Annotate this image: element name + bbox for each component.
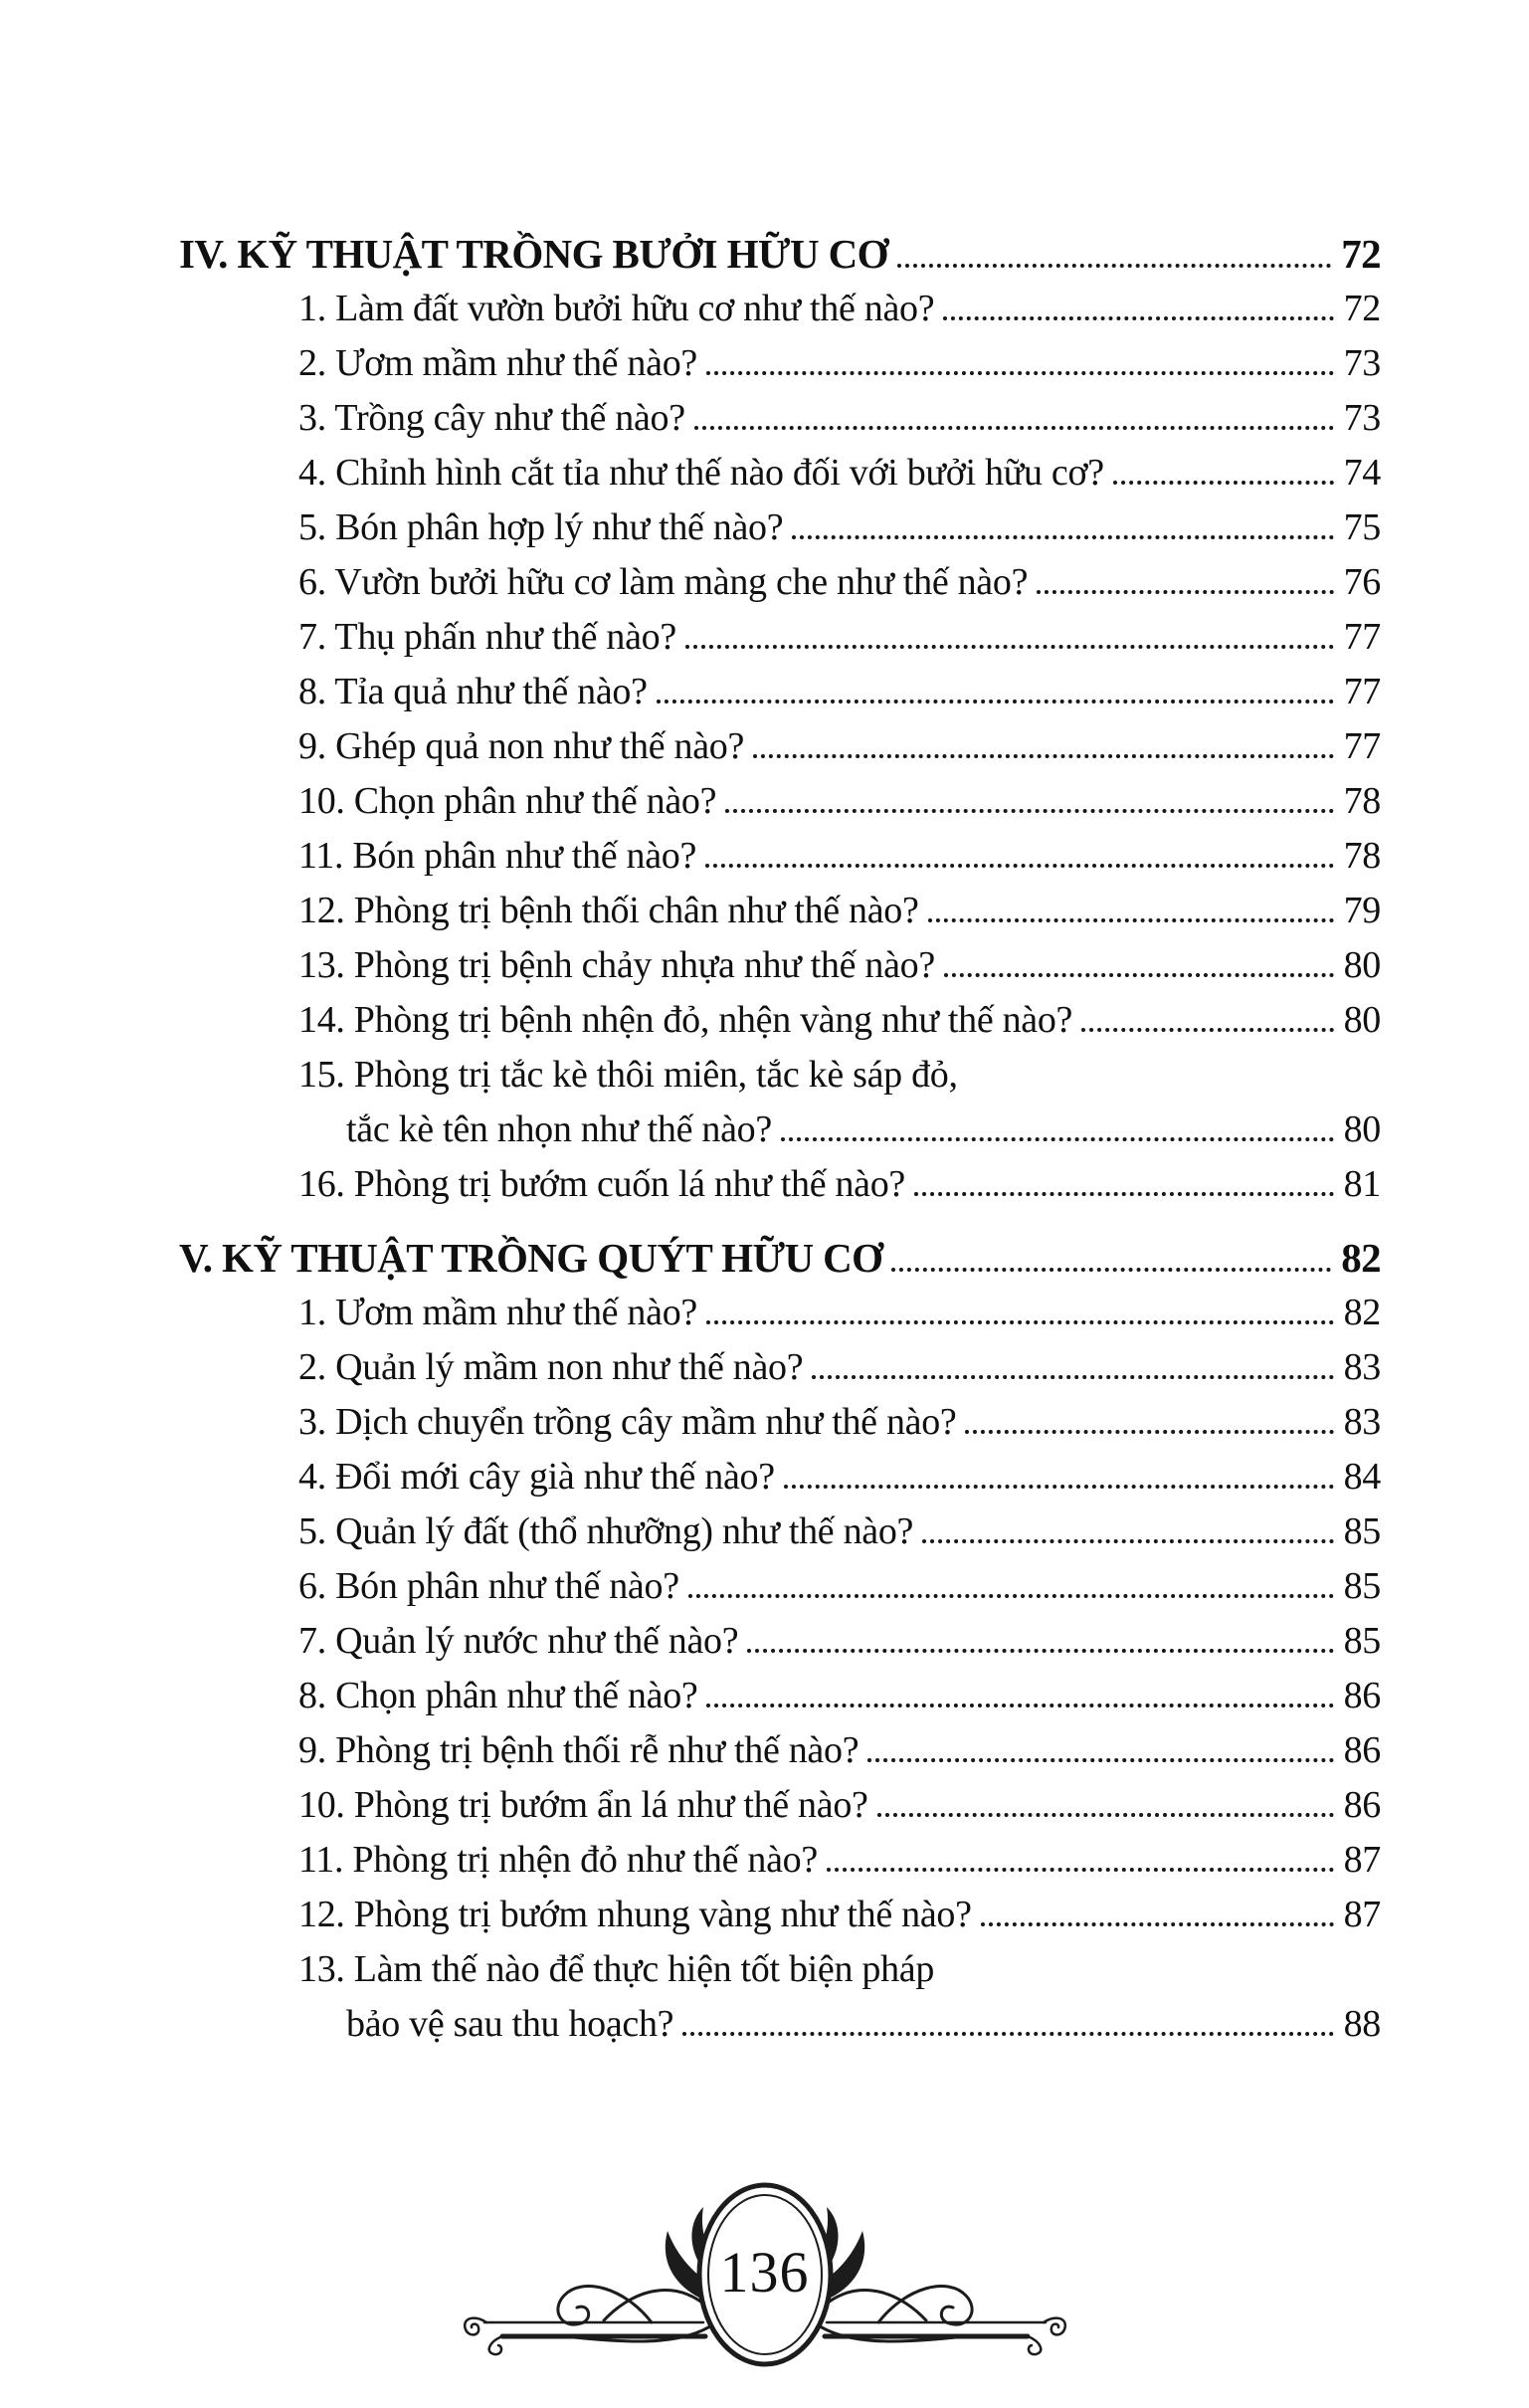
- leader-dots: [685, 645, 1334, 649]
- toc-section-v: [179, 1231, 1381, 2052]
- toc-entry: [179, 391, 1381, 446]
- toc-entry-text: 11. Phòng trị nhện đỏ như thế nào?: [298, 1839, 818, 1881]
- toc-entry-text: 9. Phòng trị bệnh thối rễ như thế nào?: [298, 1729, 860, 1771]
- toc-entry: [179, 1450, 1381, 1505]
- toc-entry-text: 13. Làm thế nào để thực hiện tốt biện pháp: [298, 1948, 935, 1990]
- leader-dots: [1113, 481, 1334, 485]
- toc-entry: [179, 1833, 1381, 1888]
- toc-entry: [179, 1614, 1381, 1669]
- toc-entry-page-number: 80: [1343, 944, 1381, 986]
- leader-dots: [682, 2032, 1333, 2036]
- toc-section-header: [179, 1231, 1381, 1286]
- leader-dots: [943, 316, 1333, 320]
- toc-entry: [179, 1669, 1381, 1723]
- toc-entry-text: 2. Ươm mầm như thế nào?: [298, 342, 697, 384]
- toc-entry-page-number: 77: [1343, 616, 1381, 658]
- leader-dots: [897, 264, 1331, 268]
- toc-entry-text: 2. Quản lý mầm non như thế nào?: [298, 1346, 804, 1388]
- toc-entry-page-number: 80: [1343, 1108, 1381, 1150]
- toc-entry-text: 8. Chọn phân như thế nào?: [298, 1675, 698, 1716]
- toc-entry: [179, 282, 1381, 336]
- toc-entry-text: 3. Trồng cây như thế nào?: [298, 397, 685, 439]
- toc-entry-text: 7. Thụ phấn như thế nào?: [298, 616, 676, 658]
- toc-entry-page-number: 76: [1343, 561, 1381, 603]
- leader-dots: [706, 371, 1334, 375]
- toc-entry: [179, 1157, 1381, 1212]
- toc-entry-text: 9. Ghép quả non như thế nào?: [298, 725, 745, 767]
- leader-dots: [965, 1430, 1333, 1434]
- leader-dots: [781, 1137, 1334, 1141]
- footer-page-number: 136: [719, 2239, 810, 2305]
- toc-section-title: V. KỸ THUẬT TRỒNG QUÝT HỮU CƠ: [179, 1235, 883, 1281]
- toc-entry-text: tắc kè tên nhọn như thế nào?: [346, 1108, 772, 1150]
- toc-entry-text: 5. Bón phân hợp lý như thế nào?: [298, 506, 784, 548]
- toc-entry: [179, 1559, 1381, 1614]
- leader-dots: [705, 864, 1334, 868]
- toc-entry-page-number: 75: [1343, 506, 1381, 548]
- toc-entry-page-number: 79: [1343, 890, 1381, 931]
- leader-dots: [914, 1192, 1334, 1196]
- toc-entry: [179, 1888, 1381, 1942]
- toc-entry: [179, 1778, 1381, 1833]
- leader-dots: [1037, 590, 1333, 594]
- toc-entry-text: 7. Quản lý nước như thế nào?: [298, 1620, 739, 1662]
- toc-entry-text: 6. Vườn bưởi hữu cơ làm màng che như thế nào?: [298, 561, 1029, 603]
- leader-dots: [922, 1539, 1333, 1543]
- toc-entry-wrapped-first-line: [179, 1942, 1381, 1997]
- leader-dots: [812, 1375, 1333, 1379]
- toc-section-iv: [179, 227, 1381, 1212]
- toc-entry: [179, 829, 1381, 884]
- toc-entry-page-number: 83: [1343, 1401, 1381, 1443]
- toc-entry-page-number: 88: [1343, 2003, 1381, 2045]
- toc-entry-text: 12. Phòng trị bệnh thối chân như thế nào?: [298, 890, 919, 931]
- toc-entry: [179, 884, 1381, 938]
- toc-entry-text: 10. Phòng trị bướm ẩn lá như thế nào?: [298, 1784, 868, 1826]
- toc-entry-text: 5. Quản lý đất (thổ nhưỡng) như thế nào?: [298, 1510, 914, 1552]
- toc-entry: [179, 610, 1381, 665]
- toc-entry-page-number: 73: [1343, 342, 1381, 384]
- toc-entry: [179, 1286, 1381, 1340]
- leader-dots: [891, 1268, 1331, 1272]
- leader-dots: [1081, 1028, 1333, 1032]
- leader-dots: [753, 754, 1334, 758]
- toc-entry-text: 4. Đổi mới cây già như thế nào?: [298, 1456, 775, 1498]
- toc-entry: [179, 1395, 1381, 1450]
- leader-dots: [877, 1813, 1334, 1817]
- table-of-contents: [179, 227, 1381, 2052]
- toc-entry-page-number: 80: [1343, 999, 1381, 1041]
- toc-entry-text: 1. Ươm mầm như thế nào?: [298, 1292, 697, 1333]
- toc-entry: [179, 993, 1381, 1048]
- toc-entry-page-number: 85: [1343, 1620, 1381, 1662]
- leader-dots: [688, 1594, 1334, 1598]
- toc-entry-page-number: 72: [1343, 288, 1381, 329]
- toc-entry-text: 14. Phòng trị bệnh nhện đỏ, nhện vàng như thế nào?: [298, 999, 1073, 1041]
- toc-entry: [179, 1340, 1381, 1395]
- leader-dots: [747, 1649, 1333, 1653]
- leader-dots: [928, 918, 1334, 922]
- leader-dots: [784, 1485, 1334, 1489]
- toc-entry-page-number: 83: [1343, 1346, 1381, 1388]
- leader-dots: [944, 973, 1334, 977]
- toc-entry: [179, 1505, 1381, 1559]
- leader-dots: [867, 1758, 1333, 1762]
- leader-dots: [981, 1922, 1334, 1926]
- toc-entry-page-number: 85: [1343, 1565, 1381, 1607]
- toc-entry: [179, 774, 1381, 829]
- toc-entry-text: 3. Dịch chuyển trồng cây mầm như thế nào?: [298, 1401, 957, 1443]
- toc-entry: [179, 1723, 1381, 1778]
- toc-entry-page-number: 78: [1343, 780, 1381, 822]
- toc-entry-page-number: 73: [1343, 397, 1381, 439]
- toc-section-page-number: 82: [1341, 1235, 1381, 1281]
- toc-entry-page-number: 86: [1343, 1729, 1381, 1771]
- toc-entry: [179, 938, 1381, 993]
- toc-entry: [179, 719, 1381, 774]
- toc-entry-page-number: 82: [1343, 1292, 1381, 1333]
- toc-entry-text: bảo vệ sau thu hoạch?: [346, 2003, 674, 2045]
- toc-entry-page-number: 84: [1343, 1456, 1381, 1498]
- toc-section-header: [179, 227, 1381, 282]
- toc-entry-text: 15. Phòng trị tắc kè thôi miên, tắc kè sáp đỏ,: [298, 1054, 958, 1096]
- toc-entry-page-number: 78: [1343, 835, 1381, 877]
- toc-entry-continuation: [179, 1997, 1381, 2052]
- leader-dots: [706, 1704, 1333, 1707]
- toc-section-page-number: 72: [1341, 231, 1381, 277]
- toc-entry: [179, 446, 1381, 501]
- toc-entry-wrapped-first-line: [179, 1048, 1381, 1103]
- leader-dots: [792, 535, 1333, 539]
- toc-entry-page-number: 85: [1343, 1510, 1381, 1552]
- toc-entry: [179, 336, 1381, 391]
- leader-dots: [827, 1868, 1334, 1872]
- toc-entry-text: 12. Phòng trị bướm nhung vàng như thế nào?: [298, 1894, 972, 1935]
- toc-entry-text: 8. Tỉa quả như thế nào?: [298, 671, 648, 712]
- toc-entry-page-number: 86: [1343, 1784, 1381, 1826]
- toc-entry-continuation: [179, 1103, 1381, 1157]
- leader-dots: [706, 1320, 1334, 1324]
- toc-entry-text: 4. Chỉnh hình cắt tỉa như thế nào đối với bưởi hữu cơ?: [298, 452, 1104, 494]
- toc-entry-text: 11. Bón phân như thế nào?: [298, 835, 697, 877]
- leader-dots: [725, 809, 1333, 813]
- toc-entry-page-number: 86: [1343, 1675, 1381, 1716]
- toc-entry-page-number: 77: [1343, 725, 1381, 767]
- toc-section-title: IV. KỸ THUẬT TRỒNG BƯỞI HỮU CƠ: [179, 231, 888, 277]
- toc-entry: [179, 501, 1381, 555]
- toc-entry-page-number: 87: [1343, 1839, 1381, 1881]
- leader-dots: [694, 426, 1334, 430]
- leader-dots: [657, 700, 1334, 703]
- toc-entry-text: 10. Chọn phân như thế nào?: [298, 780, 717, 822]
- toc-entry: [179, 555, 1381, 610]
- toc-entry-text: 6. Bón phân như thế nào?: [298, 1565, 679, 1607]
- toc-entry-text: 16. Phòng trị bướm cuốn lá như thế nào?: [298, 1163, 905, 1205]
- toc-entry-text: 13. Phòng trị bệnh chảy nhựa như thế nào?: [298, 944, 935, 986]
- toc-entry-text: 1. Làm đất vườn bưởi hữu cơ như thế nào?: [298, 288, 935, 329]
- toc-entry-page-number: 74: [1343, 452, 1381, 494]
- toc-entry: [179, 665, 1381, 719]
- toc-entry-page-number: 87: [1343, 1894, 1381, 1935]
- toc-entry-page-number: 81: [1343, 1163, 1381, 1205]
- footer-ornament: [457, 2167, 1073, 2386]
- toc-entry-page-number: 77: [1343, 671, 1381, 712]
